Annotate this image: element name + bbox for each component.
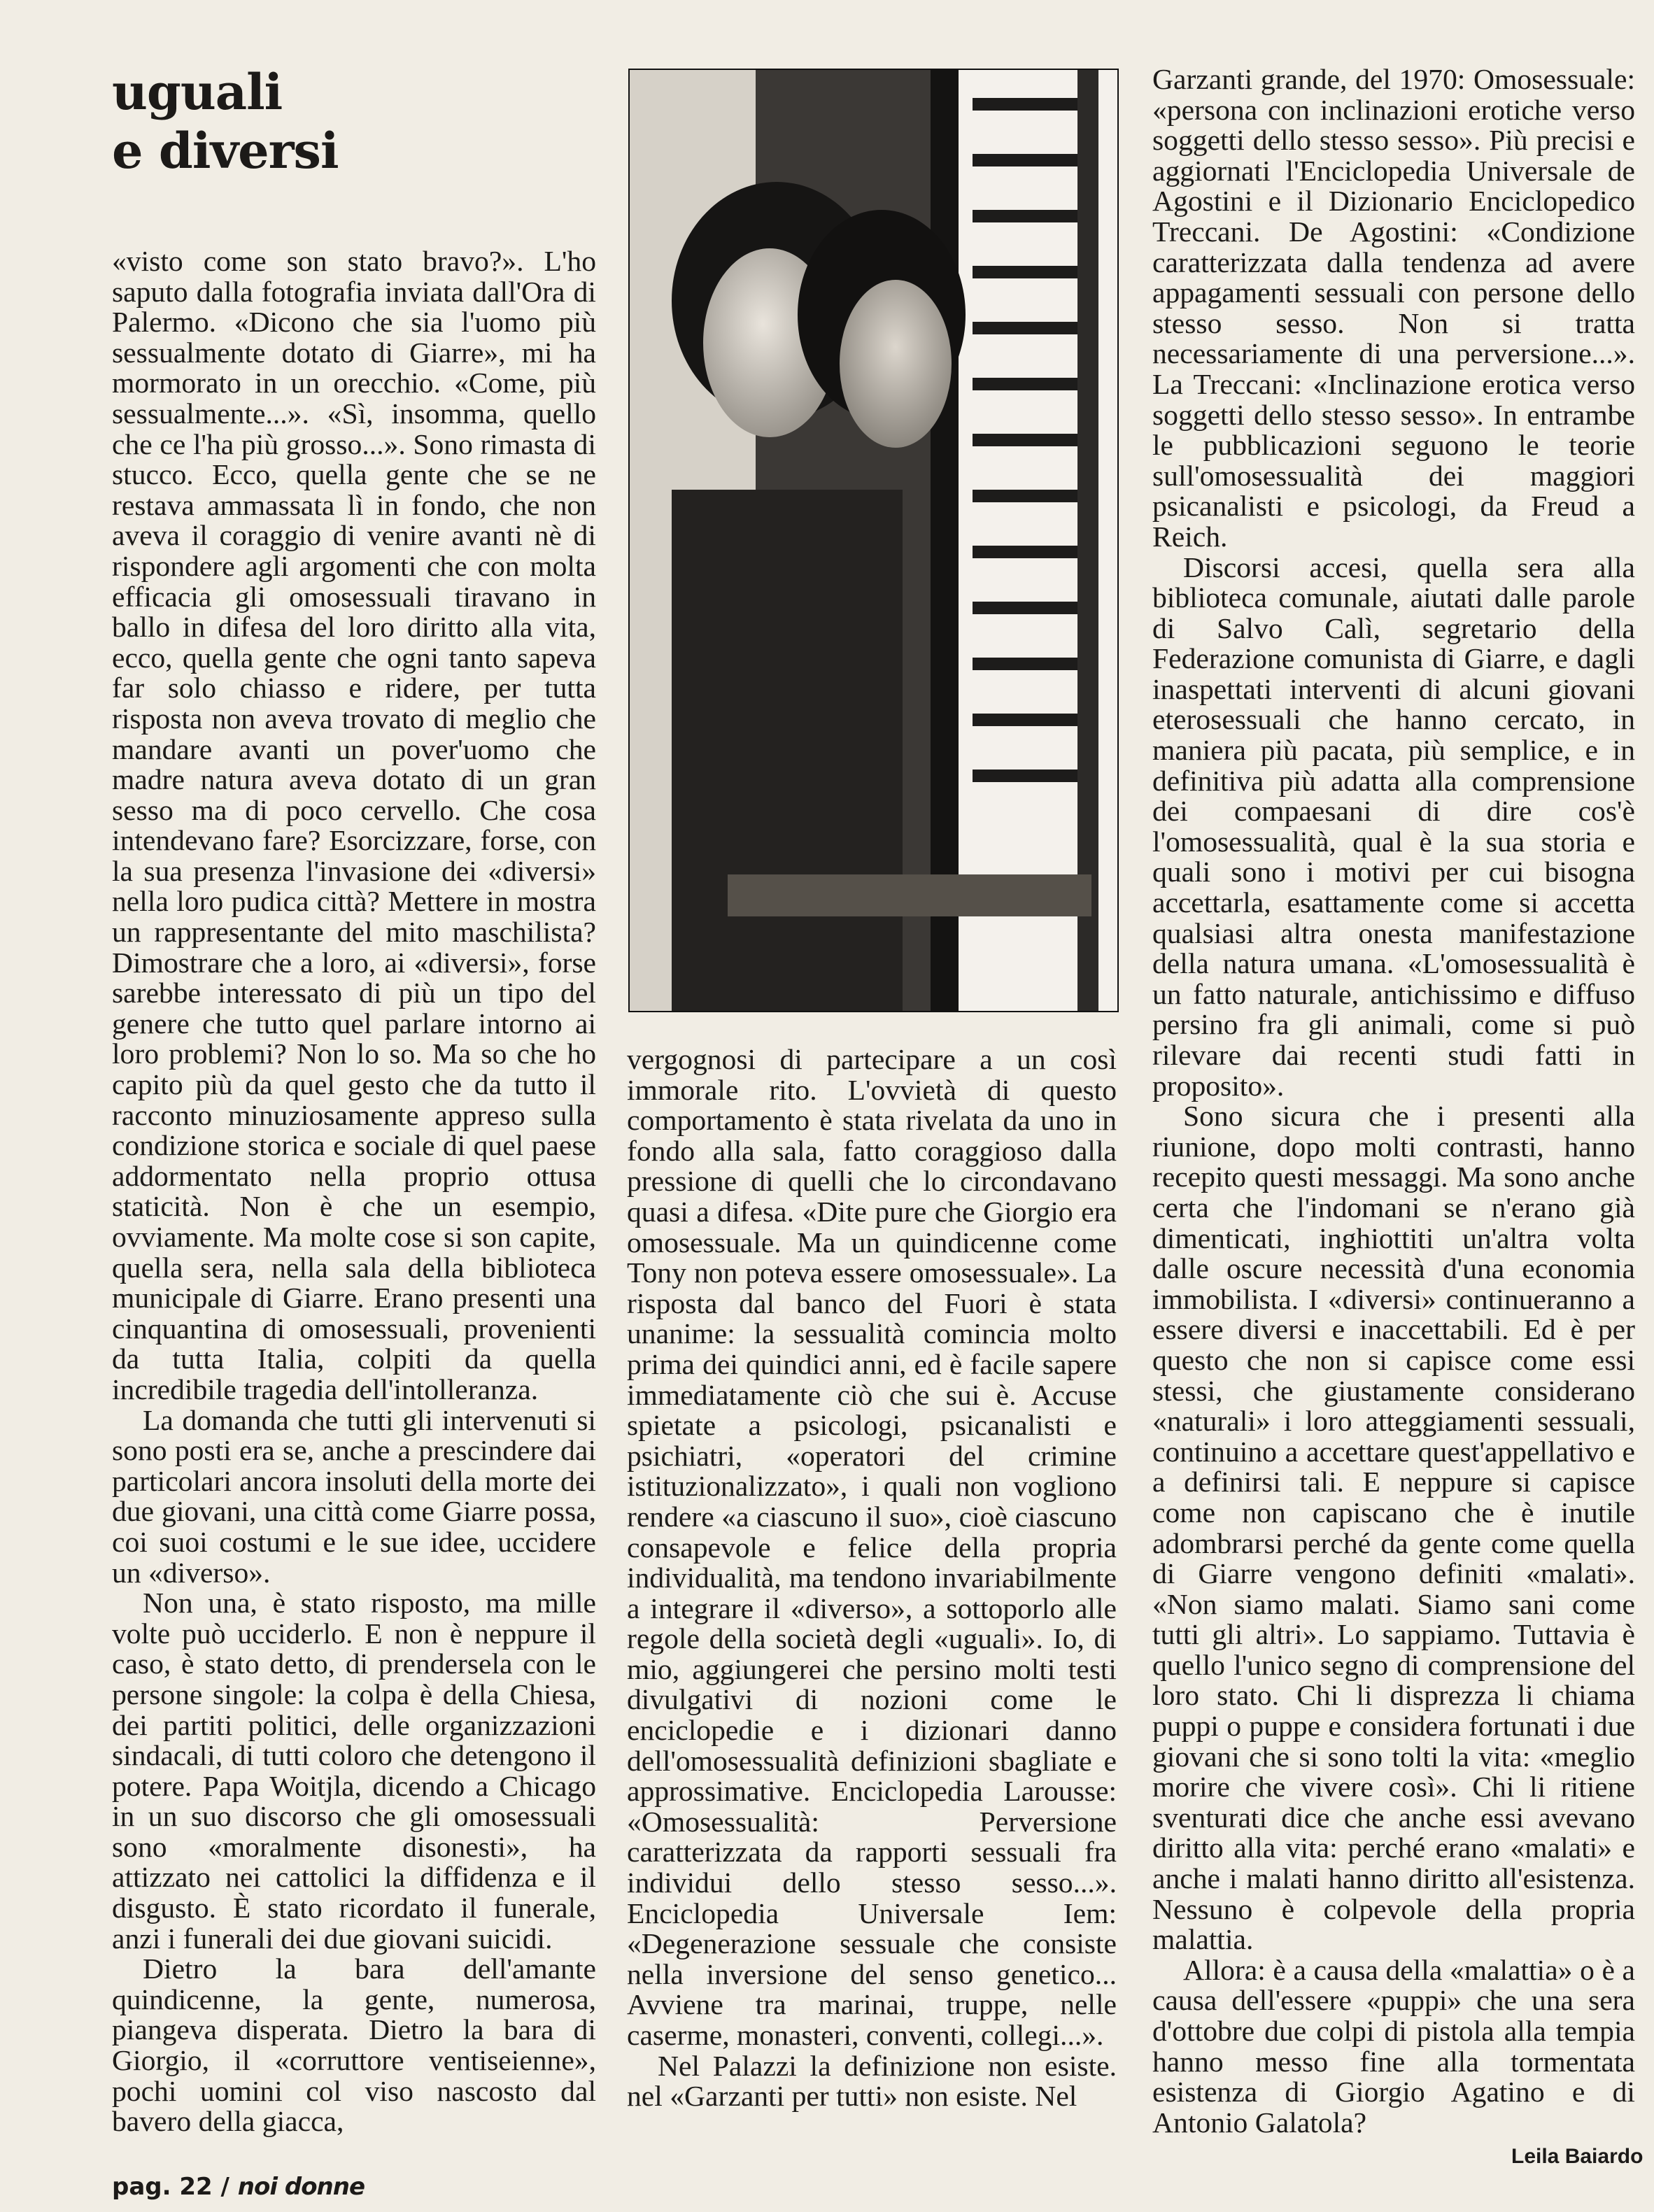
author-byline: Leila Baiardo [1511,2145,1644,2168]
page-number: pag. 22 / [112,2173,229,2201]
paragraph: Discorsi accesi, quella sera alla biblioteca comunale, aiutati dalle parole di Salvo Calì, segretario della Federazione comunista di Giarre, e dagli inaspettati interventi di alcuni giovani eterosessuali che hanno cercato, in maniera più pacata, più semplice, e in definitiva più adatta alla comprensione dei compaesani di dire cos'è l'omosessualità, qual è la sua storia e quali sono i motivi per cui bisogna accettarla, esattamente come si accetta qualsiasi altra onesta manifestazione della natura umana. «L'omosessualità è un fatto naturale, antichissimo e diffuso persino fra gli animali, come si può rilevare dai recenti studi fatti in proposito». [1152,551,1635,1102]
window-photo-illustration [630,70,1117,1011]
paragraph: Non una, è stato risposto, ma mille volte può ucciderlo. E non è neppure il caso, è stato detto, di prendersela con le persone singole: la colpa è della Chiesa, dei partiti politici, delle organizzazioni sindacali, di tutti coloro che detengono il potere. Papa Woitjla, dicendo a Chicago in un suo discorso che gli omosessuali sono «moralmente disonesti», ha attizzato nei cattolici la diffidenza e il disgusto. È stato ricordato il funerale, anzi i funerali dei due giovani suicidi. [112,1587,596,1955]
page-footer [112,2173,365,2201]
column-3 [1152,64,1635,2138]
magazine-name: noi donne [237,2173,365,2201]
paragraph: Nel Palazzi la definizione non esiste. nel «Garzanti per tutti» non esiste. Nel [627,2049,1117,2113]
paragraph: La domanda che tutti gli intervenuti si sono posti era se, anche a prescindere dai particolari ancora insoluti della morte dei due giovani, una città come Giarre possa, coi suoi costumi e le sue idee, uccidere un «diverso». [112,1403,596,1589]
paragraph: Garzanti grande, del 1970: Omosessuale: «persona con inclinazioni erotiche verso soggetti dello stesso sesso». Più precisi e aggiornati l'Enciclopedia Universale de Agostini e il Dizionario Enciclopedico Treccani. De Agostini: «Condizione caratterizzata dalla tendenza ad avere appagamenti sessuali con persone dello stesso sesso. Non si tratta necessariamente di una perversione...». La Treccani: «Inclinazione erotica verso soggetti dello stesso sesso». In entrambe le pubblicazioni seguono le teorie sull'omosessualità dei maggiori psicanalisti e psicologi, da Freud a Reich. [1152,63,1635,553]
article-title [112,63,504,180]
column-1 [112,246,596,2137]
paragraph: Sono sicura che i presenti alla riunione, dopo molti contrasti, hanno recepito questi messaggi. Ma sono anche certa che l'indomani se n'erano già dimenticati, inghiottiti un'altra volta dalle oscure necessità d'una economia immobilista. I «diversi» continueranno a essere diversi e inaccettabili. Ed è per questo che non si capisce come essi stessi, che giustamente considerano «naturali» i loro atteggiamenti sessuali, continuino a accettare quest'appellativo e a definirsi tali. E neppure si capisce come non capiscano che è inutile adombrarsi perché da gente come quella di Giarre vengono definiti «malati». «Non siamo malati. Siamo sani come tutti gli altri». Lo sappiamo. Tuttavia è quello l'unico segno di comprensione del loro stato. Chi li disprezza li chiama puppi o puppe e considera fortunati i due giovani che si sono tolti la vita: «meglio morire che vivere così». Chi li ritiene sventurati dice che anche essi avevano diritto alla vita: perché erano «malati» e anche i malati hanno diritto all'esistenza. Nessuno è colpevole della propria malattia. [1152,1100,1635,1956]
paragraph: «visto come son stato bravo?». L'ho saputo dalla fotografia inviata dall'Ora di Palermo. «Dicono che sia l'uomo più sessualmente dotato di Giarre», mi ha mormorato in un orecchio. «Come, più sessualmente...». «Sì, insomma, quello che ce l'ha più grosso...». Sono rimasta di stucco. Ecco, quella gente che se ne restava ammassata lì in fondo, che non aveva il coraggio di venire avanti nè di rispondere agli argomenti che con molta efficacia gli omosessuali tiravano in ballo in difesa del loro diritto alla vita, ecco, quella gente che ogni tanto sapeva far solo chiasso e ridere, per tutta risposta non aveva trovato di meglio che mandare avanti un pover'uomo che madre natura aveva dotato di un gran sesso ma di poco cervello. Che cosa intendevano fare? Esorcizzare, forse, con la sua presenza l'invasione dei «diversi» nella loro pudica città? Mettere in mostra un rappresentante del mito maschilista? Dimostrare che a loro, ai «diversi», forse sarebbe interessato di più un tipo del genere che tutto quel parlare intorno ai loro problemi? Non lo so. Ma so che ho capito più da quel gesto che da tutto il racconto minuziosamente appreso sulla condizione storica e sociale di quel paese addormentato nella proprio ottusa staticità. Non è che un esempio, ovviamente. Ma molte cose si son capite, quella sera, nella sala della biblioteca municipale di Giarre. Erano presenti una cinquantina di omosessuali, provenienti da tutta Italia, colpiti da quella incredibile tragedia dell'intolleranza. [112,245,596,1405]
paragraph: Dietro la bara dell'amante quindicenne, la gente, numerosa, piangeva disperata. Dietro la bara di Giorgio, il «corruttore ventiseienne», pochi uomini col viso nascosto dal bavero della giacca, [112,1952,596,2138]
title-line-2: e diversi [112,122,339,180]
article-photo [628,69,1119,1012]
paragraph: vergognosi di partecipare a un così immorale rito. L'ovvietà di questo comportamento è stata rivelata da uno in fondo alla sala, fatto coraggioso dalla pressione di quelli che lo circondavano quasi a difesa. «Dite pure che Giorgio era omosessuale. Ma un quindicenne come Tony non poteva essere omosessuale». La risposta dal banco del Fuori è stata unanime: la sessualità comincia molto prima dei quindici anni, ed è facile sapere immediatamente ciò che sui è. Accuse spietate a psicologi, psicanalisti e psichiatri, «operatori del crimine istituzionalizzato», i quali non vogliono rendere «a ciascuno il suo», cioè ciascuno consapevole e felice della propria individualità, ma tendono invariabilmente a integrare il «diverso», a sottoporlo alle regole della società degli «uguali». Io, di mio, aggiungerei che persino molti testi divulgativi di nozioni come le enciclopedie e i dizionari danno dell'omosessualità definizioni sbagliate e approssimative. Enciclopedia Larousse: «Omosessualità: Perversione caratterizzata da rapporti sessuali fra individui dello stesso sesso...». Enciclopedia Universale Iem: «Degenerazione sessuale che consiste nella inversione del senso genetico... Avviene tra marinai, truppe, nelle caserme, monasteri, conventi, collegi...». [627,1043,1117,2051]
column-2 [627,1044,1117,2112]
paragraph: Allora: è a causa della «malattia» o è a causa dell'essere «puppi» che una sera d'ottobre due colpi di pistola alla tempia hanno messo fine alla tormentata esistenza di Giorgio Agatino e di Antonio Galatola? [1152,1953,1635,2139]
title-line-1: uguali [112,63,283,121]
